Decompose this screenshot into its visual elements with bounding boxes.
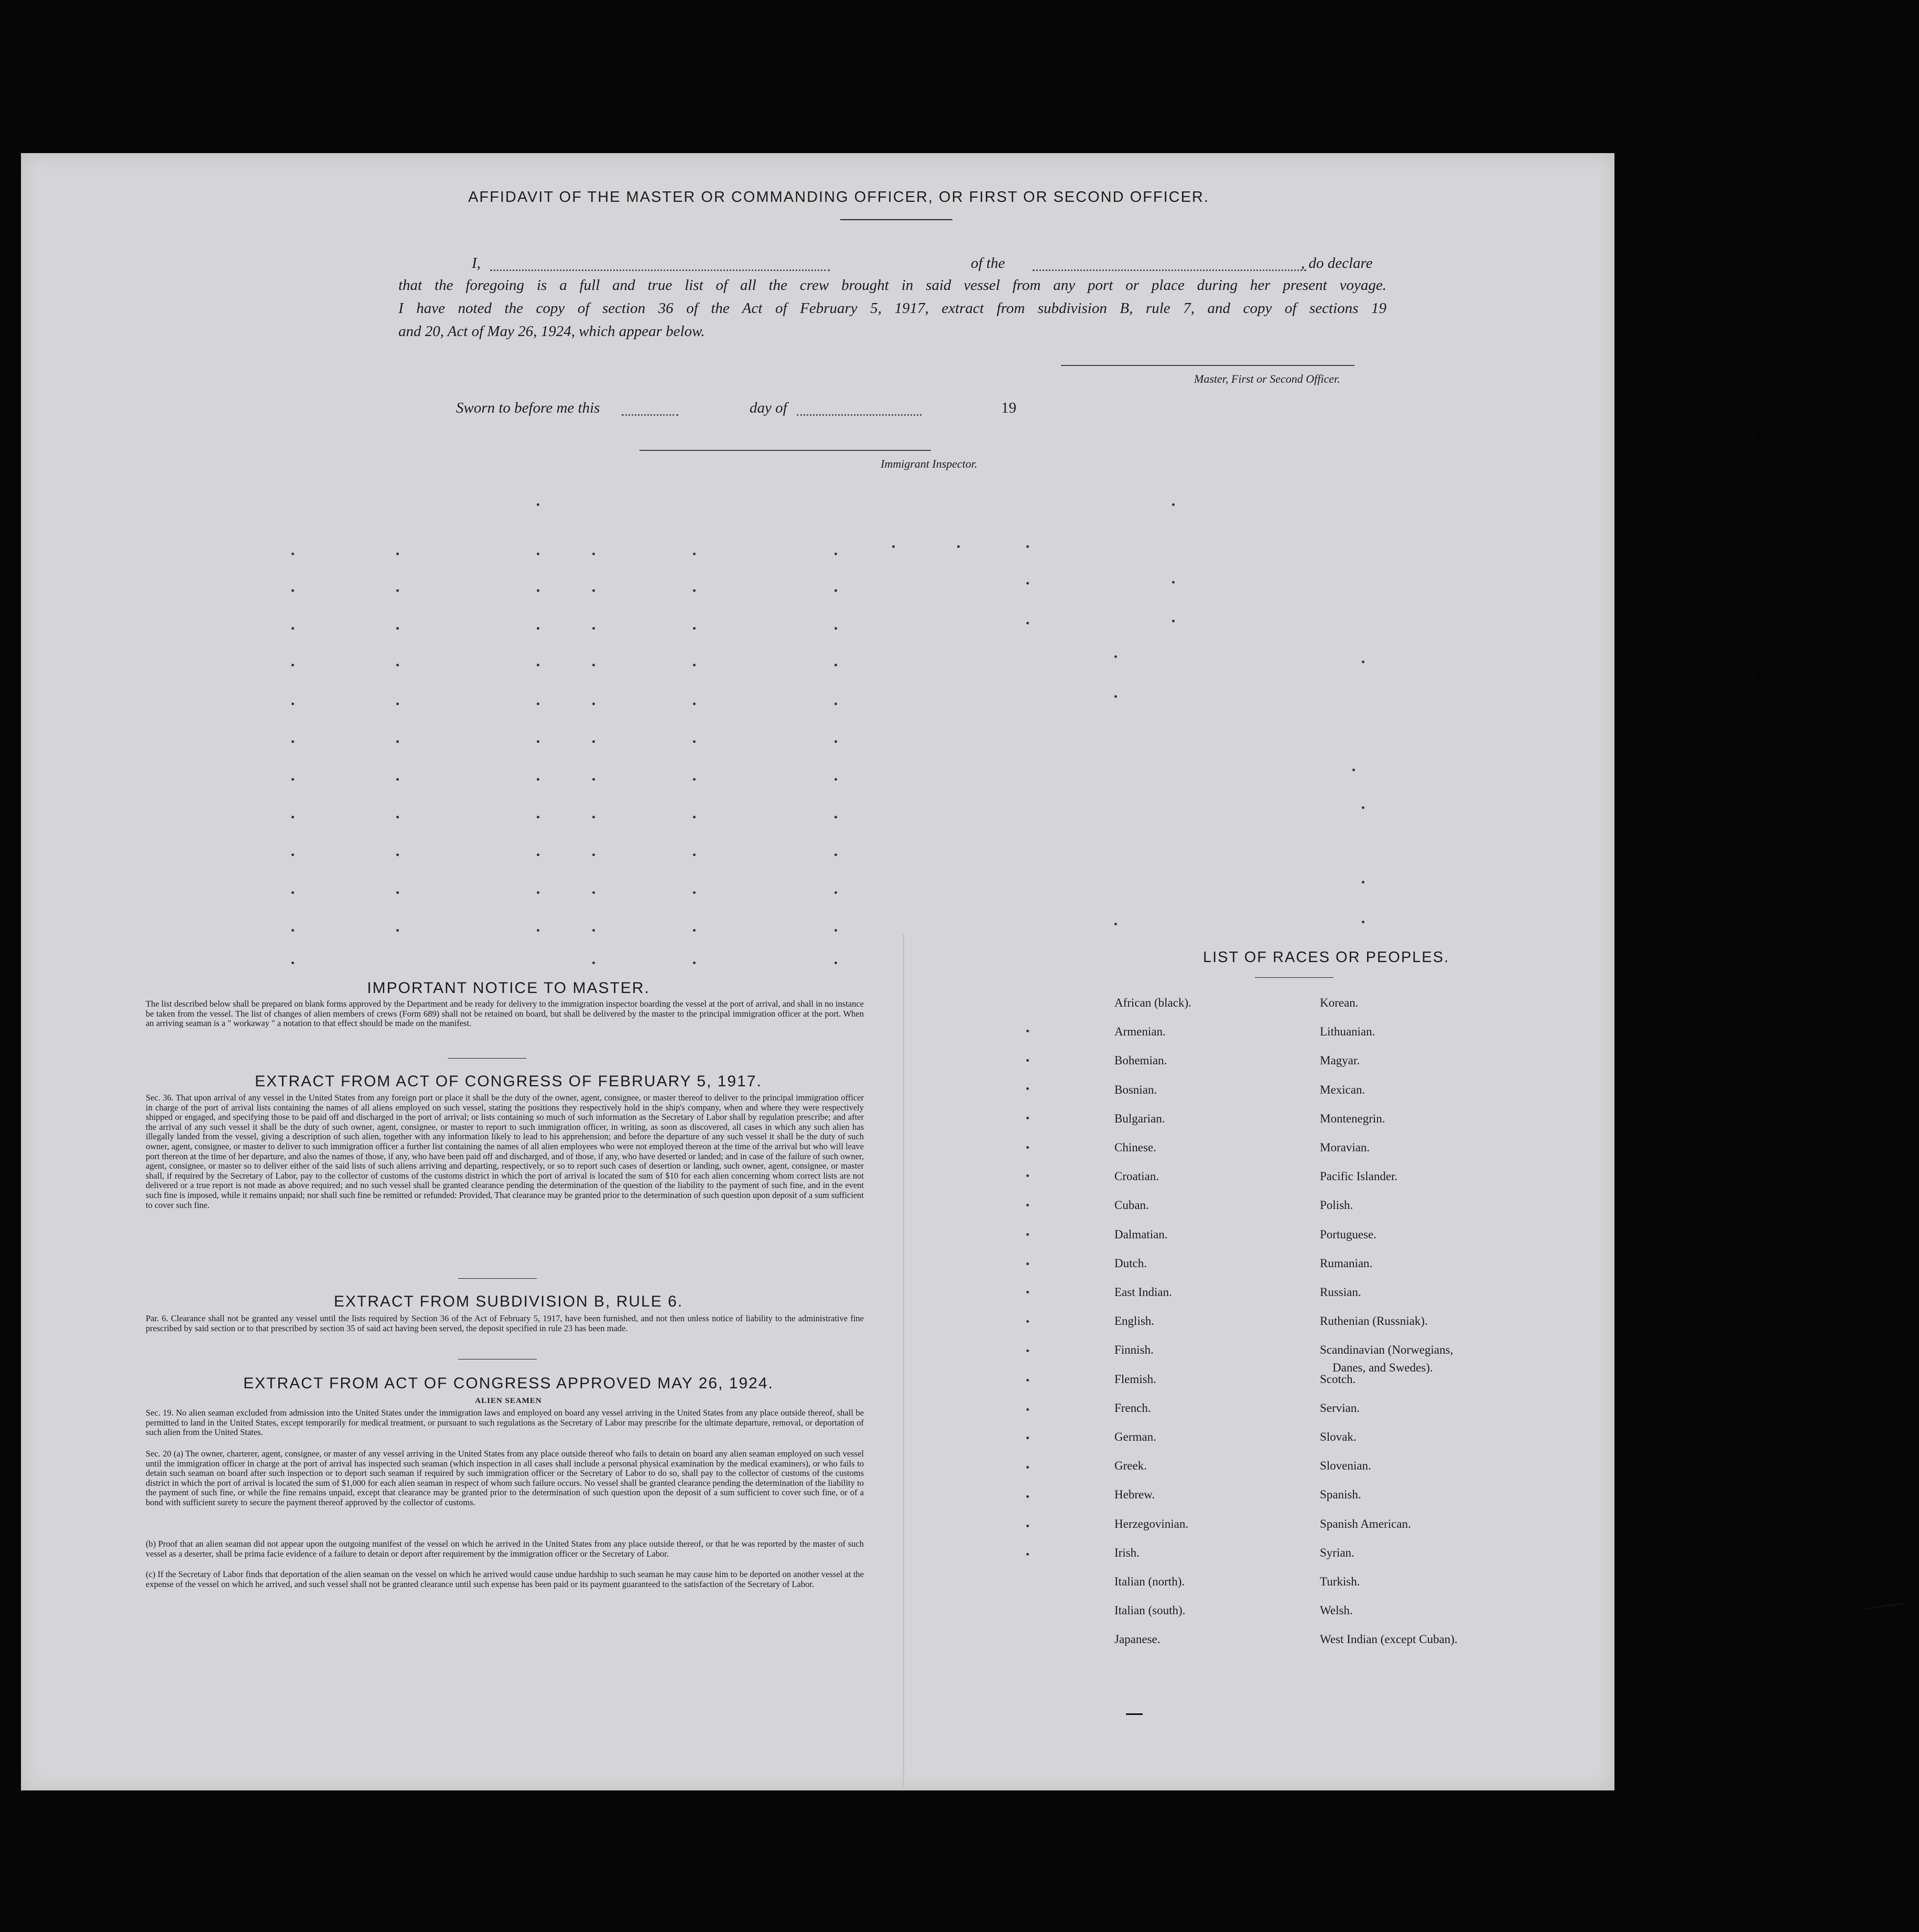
notice-divider (448, 1058, 526, 1059)
grid-dot (834, 891, 837, 894)
grid-dot (693, 778, 696, 781)
race-item: Servian. (1320, 1401, 1360, 1415)
title-underline (840, 219, 952, 220)
grid-dot (592, 929, 595, 932)
race-item: Magyar. (1320, 1054, 1360, 1067)
affidavit-line-1 (398, 255, 1410, 273)
grid-dot (1026, 545, 1029, 548)
race-item: Dalmatian. (1114, 1227, 1168, 1241)
punch-hole (1707, 153, 1728, 174)
punch-hole (1736, 743, 1762, 770)
affidavit-line-4: and 20, Act of May 26, 1924, which appear below. (398, 323, 705, 340)
grid-dot (396, 589, 399, 592)
grid-dot (291, 929, 294, 932)
grid-dot (693, 740, 696, 743)
sec-20c-text: (c) If the Secretary of Labor finds that deportation of the alien seaman on the vessel on which he arrived would cause undue hardship to such seaman he may cause him to be deported on another vessel at the expense of the vessel on which he arrived, and such vessel shall not be granted clearance until such expense has been paid or its payment guaranteed to the satisfaction of the Secretary of Labor. (146, 1569, 864, 1589)
grid-dot (396, 627, 399, 630)
race-item: French. (1114, 1401, 1151, 1415)
affidavit-i: I, (472, 255, 481, 272)
grid-dot (1114, 655, 1117, 658)
master-signature-line[interactable] (1061, 365, 1354, 366)
race-item: Croatian. (1114, 1170, 1159, 1183)
name-field[interactable] (490, 269, 830, 271)
extract-1917-divider (458, 1278, 537, 1279)
grid-dot (834, 553, 837, 555)
punch-hole (1745, 1615, 1772, 1641)
grid-dot (291, 891, 294, 894)
grid-dot (396, 703, 399, 705)
grid-dot (1172, 503, 1175, 506)
race-item: English. (1114, 1314, 1155, 1328)
race-item: German. (1114, 1430, 1156, 1443)
grid-dot (291, 854, 294, 856)
grid-dot (291, 589, 294, 592)
grid-dot (537, 503, 539, 506)
race-item: Herzegovinian. (1114, 1517, 1189, 1530)
grid-dot (592, 854, 595, 856)
grid-dot (1362, 881, 1364, 883)
race-item: Greek. (1114, 1459, 1147, 1473)
sworn-day-field[interactable] (622, 414, 678, 416)
race-item: Lithuanian. (1320, 1025, 1375, 1039)
grid-dot (291, 703, 294, 705)
inspector-label: Immigrant Inspector. (881, 457, 978, 470)
grid-dot (1114, 695, 1117, 698)
race-item: Ruthenian (Russniak). (1320, 1314, 1428, 1328)
grid-dot (592, 664, 595, 666)
race-item: Japanese. (1114, 1633, 1161, 1646)
grid-dot (693, 962, 696, 964)
grid-dot (834, 664, 837, 666)
grid-dot (291, 816, 294, 818)
race-item: Bulgarian. (1114, 1111, 1165, 1125)
sec-20b-text: (b) Proof that an alien seaman did not appear upon the outgoing manifest of the vessel on which he arrived in the United States from any place outside thereof, or that he was reported by the master of such vessel as a deserter, shall be prima facie evidence of a failure to detain or deport after requirement by the immigration officer or the Secretary of Labor. (146, 1539, 864, 1559)
grid-dot (1026, 1379, 1029, 1381)
races-divider (1255, 977, 1333, 978)
punch-hole (1701, 246, 1722, 267)
grid-dot (537, 929, 539, 932)
grid-dot (1352, 769, 1355, 771)
grid-dot (592, 589, 595, 592)
subdivision-heading: EXTRACT FROM SUBDIVISION B, RULE 6. (333, 1293, 684, 1310)
race-item: Armenian. (1114, 1025, 1166, 1039)
affidavit-line-2: that the foregoing is a full and true list of all the crew brought in said vessel from any port or place during her present voyage. (398, 277, 1386, 294)
punch-hole (1735, 662, 1761, 688)
affidavit-of-the: of the (971, 255, 1005, 272)
grid-dot (291, 627, 294, 630)
grid-dot (892, 545, 895, 548)
punch-hole (1735, 424, 1761, 450)
grid-dot (1026, 1174, 1029, 1177)
grid-dot (592, 778, 595, 781)
grid-dot (1026, 622, 1029, 624)
grid-dot (1114, 923, 1117, 925)
subdivision-text: Par. 6. Clearance shall not be granted any vessel until the lists required by Section 36 of the Act of February 5, 1917, have been furnished, and not then unless notice of liability to the administrative fine prescribed by said section or to that prescribed by section 35 of said act having been served, the deposit specified in rule 23 has been made. (146, 1313, 864, 1333)
grid-dot (693, 703, 696, 705)
grid-dot (291, 962, 294, 964)
grid-dot (537, 627, 539, 630)
grid-dot (1026, 1204, 1029, 1206)
notice-text: The list described below shall be prepared on blank forms approved by the Department and be ready for delivery to the immigration inspector boarding the vessel at the port of arrival, and shall in no instance be taken from the vessel. The list of changes of alien members of crews (Form 689) shall not be retained on board, but shall be delivered by the master to the principal immigration officer at the port. When an arriving seaman is a " workaway " a notation to that effect should be made on the manifest. (146, 999, 864, 1029)
race-item: Slovenian. (1320, 1459, 1371, 1473)
grid-dot (1026, 1525, 1029, 1527)
grid-dot (1026, 1553, 1029, 1556)
grid-dot (834, 703, 837, 705)
grid-dot (693, 891, 696, 894)
race-item: Pacific Islander. (1320, 1170, 1398, 1183)
grid-dot (1026, 1495, 1029, 1498)
race-item: Italian (south). (1114, 1604, 1186, 1617)
race-item: Turkish. (1320, 1575, 1360, 1588)
race-item: Italian (north). (1114, 1575, 1185, 1588)
race-item: Rumanian. (1320, 1256, 1373, 1270)
grid-dot (693, 816, 696, 818)
grid-dot (537, 740, 539, 743)
grid-dot (592, 627, 595, 630)
inspector-signature-line[interactable] (639, 450, 931, 451)
grid-dot (1026, 1233, 1029, 1236)
grid-dot (537, 703, 539, 705)
punch-hole (1745, 1292, 1772, 1318)
race-item: Slovak. (1320, 1430, 1357, 1443)
grid-dot (592, 703, 595, 705)
grid-dot (592, 740, 595, 743)
race-item: East Indian. (1114, 1286, 1172, 1299)
grid-dot (537, 816, 539, 818)
extract-1917-text: Sec. 36. That upon arrival of any vessel in the United States from any foreign port or place it shall be the duty of the owner, agent, consignee, or master thereof to deliver to the principal immigration officer in charge of the port of arrival lists containing the names of all aliens employed on such vessel, stating the positions they respectively hold in the ship's company, when and where they were respectively shipped or engaged, and specifying those to be paid off and discharged in the port of arrival; or lists containing so much of such information as the Secretary of Labor shall by regulation prescribe; and after the arrival of any such vessel it shall be the duty of such owner, agent, consignee, or master to report to such immigration officer, in writing, as soon as discovered, all cases in which any such alien has illegally landed from the vessel, giving a description of such alien, together with any information likely to lead to his apprehension; and before the departure of any such vessel it shall be the duty of such owner, agent, consignee, or master to deliver to such immigration officer a further list containing the names of all alien employees who were not employed thereon at the time of the arrival but who will leave port thereon at the time of her departure, and also the names of those, if any, who have been paid off and discharged, and of those, if any, who have deserted or landed; and in case of the failure of such owner, agent, consignee, or master so to deliver either of the said lists of such aliens arriving and departing, respectively, or so to report such cases of desertion or landing, such owner, agent, consignee, or master shall, if required by the Secretary of Labor, pay to the collector of customs of the customs district in which the port of arrival is located the sum of $10 for each alien concerning whom correct lists are not delivered or a true report is not made as above required; and no such vessel shall be granted clearance pending the determination of the question of the liability to the payment of such fine, and in the event such fine is imposed, while it remains unpaid; nor shall such fine be remitted or refunded: Provided, That clearance may be granted prior to the determination of such question upon deposit of a sum sufficient to cover such fine. (146, 1093, 864, 1210)
grid-dot (1026, 1087, 1029, 1090)
grid-dot (1026, 1146, 1029, 1149)
day-label: day of (750, 400, 787, 416)
grid-dot (396, 740, 399, 743)
grid-dot (1026, 1408, 1029, 1411)
sworn-label: Sworn to before me this (456, 400, 600, 416)
race-item: Cuban. (1114, 1199, 1149, 1212)
races-heading: LIST OF RACES OR PEOPLES. (1202, 949, 1450, 966)
grid-dot (1026, 1466, 1029, 1469)
grid-dot (1026, 1262, 1029, 1265)
grid-dot (537, 553, 539, 555)
race-item: Dutch. (1114, 1256, 1147, 1270)
grid-dot (834, 962, 837, 964)
grid-dot (1172, 620, 1175, 622)
grid-dot (537, 589, 539, 592)
race-item: Chinese. (1114, 1141, 1156, 1154)
alien-seamen-subheading: ALIEN SEAMEN (475, 1397, 542, 1405)
grid-dot (1362, 921, 1364, 923)
grid-dot (396, 929, 399, 932)
grid-dot (693, 664, 696, 666)
grid-dot (1172, 581, 1175, 584)
grid-dot (693, 854, 696, 856)
grid-dot (1026, 582, 1029, 585)
grid-dot (592, 891, 595, 894)
notice-heading: IMPORTANT NOTICE TO MASTER. (367, 979, 650, 997)
grid-dot (291, 664, 294, 666)
race-item: Portuguese. (1320, 1227, 1376, 1241)
grid-dot (834, 627, 837, 630)
grid-dot (1026, 1437, 1029, 1439)
grid-dot (291, 740, 294, 743)
race-item: Mexican. (1320, 1083, 1365, 1096)
grid-dot (396, 854, 399, 856)
grid-dot (1362, 806, 1364, 809)
race-item: Hebrew. (1114, 1488, 1155, 1502)
grid-dot (693, 929, 696, 932)
race-item: Spanish American. (1320, 1517, 1411, 1530)
race-item: Korean. (1320, 996, 1359, 1009)
punch-hole (1745, 1217, 1772, 1244)
affidavit-declare: , do declare (1301, 255, 1373, 272)
grid-dot (834, 740, 837, 743)
grid-dot (291, 553, 294, 555)
grid-dot (396, 778, 399, 781)
grid-dot (1026, 1030, 1029, 1032)
grid-dot (1026, 1350, 1029, 1352)
race-item: African (black). (1114, 996, 1191, 1009)
grid-dot (693, 589, 696, 592)
grid-dot (957, 545, 960, 548)
grid-dot (537, 664, 539, 666)
grid-dot (693, 553, 696, 555)
race-item: Moravian. (1320, 1141, 1370, 1154)
grid-dot (1026, 1320, 1029, 1323)
race-item: Irish. (1114, 1546, 1140, 1559)
grid-dot (592, 553, 595, 555)
race-item: Scotch. (1320, 1372, 1356, 1386)
grid-dot (834, 778, 837, 781)
grid-dot (693, 627, 696, 630)
extract-1917-heading: EXTRACT FROM ACT OF CONGRESS OF FEBRUARY 5, 1917. (255, 1073, 762, 1090)
race-item: Flemish. (1114, 1372, 1156, 1386)
grid-dot (291, 778, 294, 781)
vessel-field[interactable] (1033, 269, 1306, 271)
grid-dot (834, 854, 837, 856)
race-item: Syrian. (1320, 1546, 1354, 1559)
grid-dot (396, 553, 399, 555)
extract-1924-heading: EXTRACT FROM ACT OF CONGRESS APPROVED MAY 26, 1924. (243, 1375, 774, 1392)
year-prefix: 19 (1001, 400, 1016, 416)
sec-19-text: Sec. 19. No alien seaman excluded from admission into the United States under the immigration laws and employed on board any vessel arriving in the United States from any place outside thereof, shall be permitted to land in the United States, except temporarily for medical treatment, or pursuant to such regulations as the Secretary of Labor may prescribe for the ultimate departure, removal, or deportation of such alien from the United States. (146, 1408, 864, 1438)
grid-dot (592, 962, 595, 964)
race-item: Bohemian. (1114, 1054, 1167, 1067)
grid-dot (1026, 1117, 1029, 1119)
grid-dot (1026, 1291, 1029, 1293)
grid-dot (834, 816, 837, 818)
grid-dot (834, 929, 837, 932)
page-fold (903, 933, 904, 1788)
grid-dot (834, 589, 837, 592)
race-item: Finnish. (1114, 1343, 1154, 1357)
race-item: Scandinavian (Norwegians, (1320, 1343, 1454, 1357)
grid-dot (1362, 661, 1364, 663)
race-item: Spanish. (1320, 1488, 1361, 1502)
punch-hole (1732, 344, 1759, 370)
scan-streak (1126, 1713, 1143, 1715)
grid-dot (537, 778, 539, 781)
sworn-line (456, 400, 1033, 417)
grid-dot (592, 816, 595, 818)
grid-dot (537, 854, 539, 856)
race-item: Welsh. (1320, 1604, 1353, 1617)
affidavit-title: AFFIDAVIT OF THE MASTER OR COMMANDING OFFICER, OR FIRST OR SECOND OFFICER. (468, 189, 1209, 206)
race-item: Russian. (1320, 1286, 1361, 1299)
race-item: Montenegrin. (1320, 1111, 1385, 1125)
sec-20a-text: Sec. 20 (a) The owner, charterer, agent, consignee, or master of any vessel arriving in the United States from any place outside thereof who fails to detain on board any alien seaman employed on such vessel until the immigration officer in charge at the port of arrival has inspected such seaman (which inspection in all cases shall include a personal physical examination by the medical examiners), or who fails to detain such seaman on board after such inspection or to deport such seaman if required by such immigration officer or the Secretary of Labor to do so, shall pay to the collector of customs of the customs district in which the port of arrival is located the sum of $1,000 for each alien seaman in respect of whom such failure occurs. No vessel shall be granted clearance pending the determination of the liability to the payment of such fine, or while the fine remains unpaid, except that clearance may be granted prior to the determination of such question upon the deposit of a sum sufficient to cover such fine, or of a bond with sufficient surety to secure the payment thereof approved by the collector of customs. (146, 1449, 864, 1507)
sworn-month-field[interactable] (797, 414, 921, 416)
affidavit-line-3: I have noted the copy of section 36 of the Act of February 5, 1917, extract from subdivision B, rule 7, and copy of sections 19 (398, 300, 1386, 317)
race-item: Polish. (1320, 1199, 1353, 1212)
grid-dot (396, 816, 399, 818)
grid-dot (396, 664, 399, 666)
race-item: Bosnian. (1114, 1083, 1157, 1096)
grid-dot (537, 891, 539, 894)
race-item: West Indian (except Cuban). (1320, 1633, 1458, 1646)
master-label: Master, First or Second Officer. (1194, 372, 1340, 385)
grid-dot (396, 891, 399, 894)
scandinavian-continuation: Danes, and Swedes). (1332, 1361, 1433, 1374)
grid-dot (1026, 1059, 1029, 1062)
